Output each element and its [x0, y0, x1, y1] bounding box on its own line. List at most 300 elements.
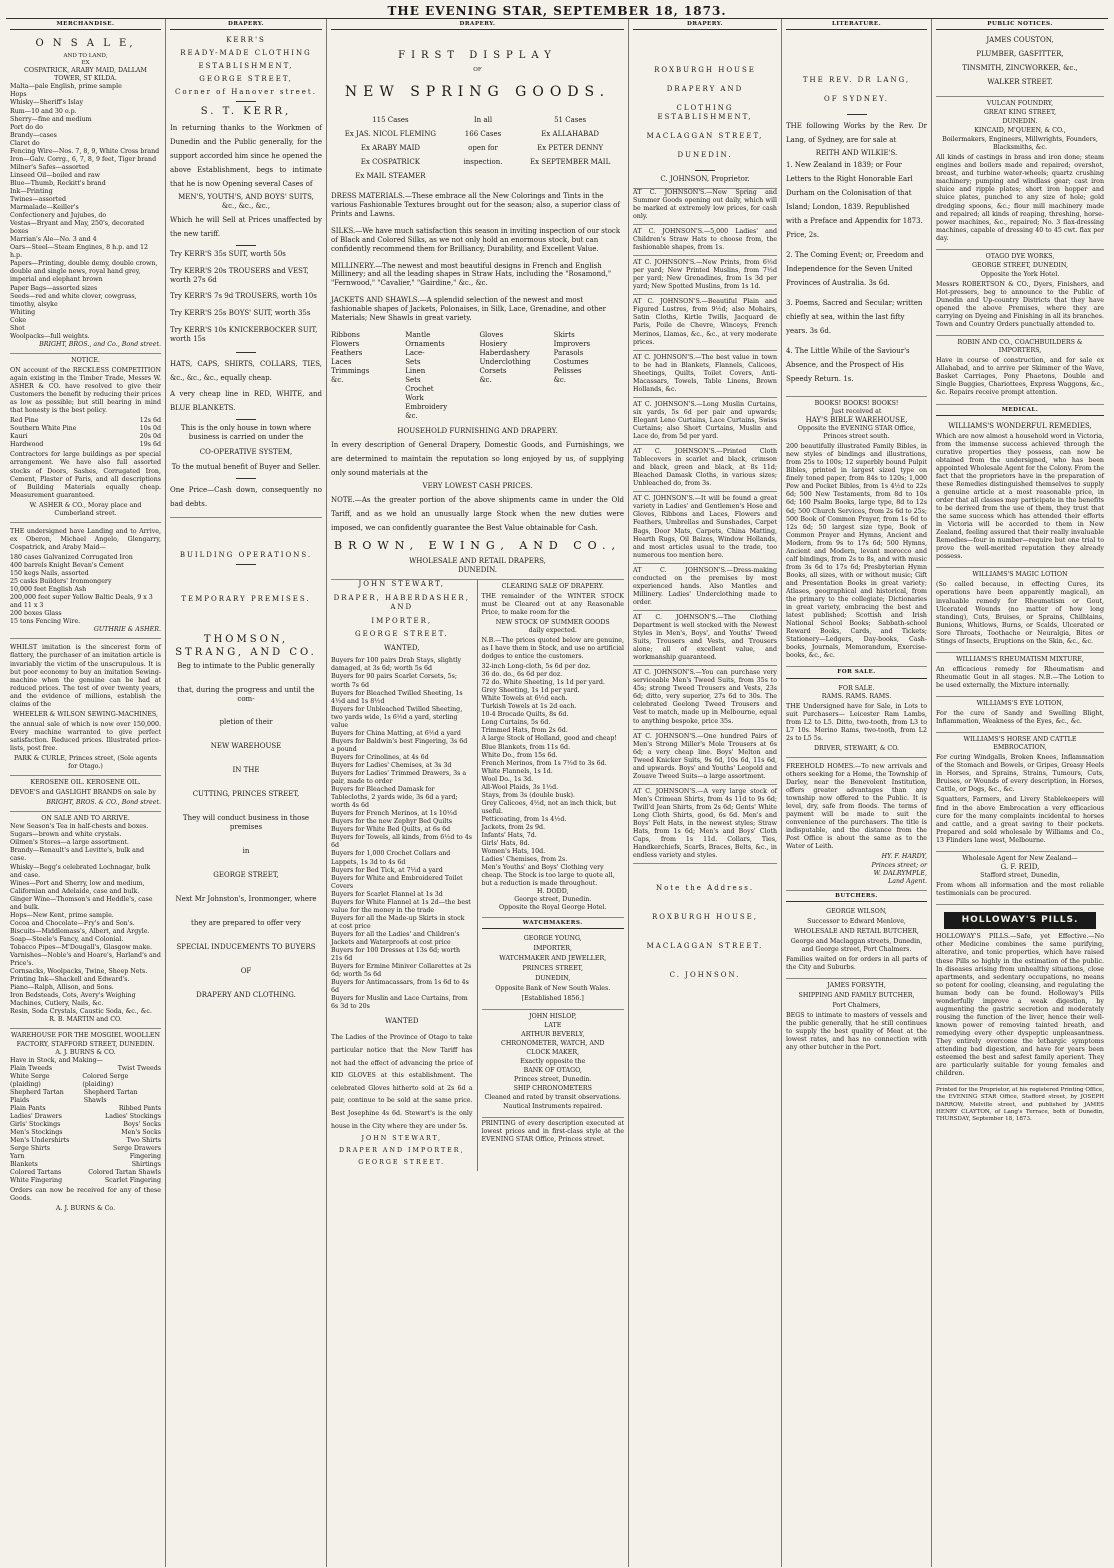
johnson-ads	[633, 189, 777, 864]
text-line: Long Curtains, 5s 6d.	[481, 719, 551, 727]
text-line: Buyers for 1,000 Crochet Collars and Lappets, 1s 3d to 4s 6d	[331, 850, 451, 866]
text-line: DUNEDIN.	[677, 150, 733, 159]
text-line: Corsets	[479, 367, 507, 376]
text-line: Buyers for White and Embroidered Toilet Covers	[331, 874, 463, 890]
ad-signature	[482, 888, 625, 912]
ad-title: WILLIAMS'S MAGIC LOTION	[972, 571, 1068, 579]
text-line: Improvers	[553, 340, 591, 349]
text-line: GEORGE STREET,	[199, 75, 293, 84]
item-list	[10, 823, 161, 1016]
ad-text: THE Undersigned have for Sale, in Lots to suit Purchasers— Leicester Ram Lambs, from L2 to L5. Ditto, two-tooth, from L3 to L7 10s. Merino Rams, two-tooth, from L2 2s to L5 5s.	[786, 702, 927, 742]
text-line: WHOLESALE AND RETAIL BUTCHER,	[794, 927, 919, 935]
table-cell: Kauri	[10, 433, 28, 441]
text-line: WATCHMAKER AND JEWELLER,	[499, 954, 607, 962]
ad-text: the annual sale of which is now over 150,000. Every machine warranted to give perfect satisfaction. Reduced prices. Illustrated price-lists, post free.	[10, 720, 161, 752]
text-line: AT C. JOHNSON'S.—New Spring and Summer Goods opening out daily, which will be marked at extremely low prices, for cash only.	[633, 189, 777, 225]
ad-text: All kinds of castings in brass and iron done; steam engines and boilers made and repaired; overshot, breast, and turbine water-wheels; quartz crushing machinery; pumping and windlass gear; cast iron sluice and ripple plates; short iron hopper and sluice plates, punched to any size of hole; gold dredging spoons, &c.; flour mill machinery made and repaired; all kinds of reaping, threshing, horse-power machines, &c., repaired; No. 3 flax-dressing machines, capable of dressing 40 to 45 cwt. flax per day.	[936, 154, 1104, 242]
text-line: IMPORTER,	[533, 944, 572, 952]
table-row	[10, 1113, 161, 1121]
text-line: GEORGE STREET, DUNEDIN,	[972, 261, 1068, 269]
text-line: Infants' Hats, 7d.	[481, 832, 537, 840]
text-line: Fencing Wire—Nos. 7, 8, 9, White Cross brand	[10, 147, 160, 155]
ad-heading: HOUSEHOLD FURNISHING AND DRAPERY.	[397, 426, 558, 435]
text-line: Biscuits—Middlemass's, Albert, and Argyle.	[10, 927, 150, 935]
table-cell: Yarn	[10, 1153, 25, 1161]
table-row	[10, 1145, 161, 1153]
column-drapery-main	[327, 19, 629, 1567]
ad-text: From whom all information and the most reliable testimonials can be procured.	[936, 881, 1104, 897]
ad-text: Contractors for large buildings as per special arrangement. We have also full assorted stocks of Doors, Sashes, Corrugated Iron, Cement, Plaster of Paris, and all descriptions of Building Materials equally cheap. Measurement guaranteed.	[10, 451, 161, 499]
goods-grid	[331, 331, 624, 421]
ad-roxburgh-house	[633, 33, 777, 189]
column-literature	[782, 19, 932, 1567]
text-line: Buyers for Bleached Damask for Tablecloths, 2 yards wide, 3s 6d a yard; worth 4s 6d	[331, 786, 458, 810]
text-line: Successor to Edward Menlove,	[807, 917, 906, 925]
printer-imprint: Printed for the Proprietor, at his registered Printing Office, the EVENING STAR Office, Stafford street, by JOSEPH DARROW, Melville street, and published by JAMES HENRY CLAYTON, of Lang's Terrace, both of Dunedin, THURSDAY, September 18, 1873.	[936, 1087, 1104, 1122]
ad-title: WILLIAMS'S RHEUMATISM MIXTURE,	[956, 655, 1084, 663]
text-line: DRAPERY AND	[666, 85, 744, 94]
text-line: GEORGE STREET.	[358, 1159, 446, 1167]
text-line: Lace-Sets	[405, 349, 425, 367]
text-line: Ex COSPATRICK	[360, 157, 420, 166]
text-line: Linen Sets	[405, 367, 426, 384]
ad-title: NEW SPRING GOODS.	[344, 84, 611, 101]
text-line: Coke	[10, 316, 27, 324]
text-line: Woolpacks—full weights.	[10, 332, 90, 340]
text-line: GEORGE STREET,	[213, 871, 279, 880]
table-cell: Two Shirts	[126, 1137, 161, 1145]
table-cell: Plain Pants	[10, 1104, 46, 1112]
text-line: 3. Poems, Sacred and Secular; written chiefly at sea, within the last fifty years. 3s 6d.	[786, 299, 923, 336]
text-line: Ex ARABY MAID	[360, 143, 420, 152]
ad-proprietor: C. JOHNSON, Proprietor.	[660, 174, 750, 183]
text-line: Ex ALLAHABAD	[541, 129, 599, 138]
ad-john-hislop	[482, 1010, 625, 1118]
table-cell: Scarlet Fingering	[104, 1177, 161, 1185]
column-merchandise	[6, 19, 166, 1567]
text-line: Crochet Work	[405, 384, 434, 402]
text-line: OTAGO DYE WORKS,	[985, 252, 1055, 260]
separator	[236, 101, 256, 102]
text-line: Turkish Towels at 1s 2d each.	[481, 703, 577, 711]
text-line: Marmalade—Keiller's	[10, 204, 79, 212]
ad-text: (So called because, in effecting Cures, its operations have been apparently magical), an invaluable remedy for Rheumatism or Gout, Ulcerated Wounds (no matter of how long standing), Cuts, Bruises, or Sprains, Chilblains, Bunions, Whitlows, Burns, or Scalds, Ulcerated or Sore Throats, Toothache or Neuralgia, Bites or Stings of Insects, Eruptions on the Skin, &c., &c.	[936, 581, 1104, 645]
ad-reid-agent	[936, 852, 1104, 905]
separator	[236, 564, 256, 565]
text-line: Malta—pale English, prime sample	[10, 83, 122, 91]
table-cell: Colored Tartans	[10, 1169, 62, 1177]
separator	[236, 352, 256, 353]
ad-town: DUNEDIN.	[457, 565, 498, 574]
separator	[236, 245, 256, 246]
text-line: Buyers for Ladies' Trimmed Drawers, 3s a pair, made to order	[331, 770, 467, 786]
text-line: OF SYDNEY.	[823, 95, 890, 104]
table-cell: Shepherd Tartan Shawls	[83, 1088, 138, 1104]
ad-john-stewart	[331, 580, 478, 1172]
table-row	[10, 425, 161, 433]
text-line: Twines—assorted	[10, 196, 66, 204]
text-line: SHIP CHRONOMETERS	[513, 1085, 592, 1093]
column-drapery-kerr	[166, 19, 327, 1567]
text-line: They will conduct business in those premises	[182, 814, 310, 832]
text-line: &c.	[553, 375, 567, 384]
ad-lines	[170, 662, 322, 1000]
text-line: Ex JAS. NICOL FLEMING	[344, 129, 437, 138]
ad-printing: PRINTING of every description executed at lowest prices and in first-class style at the EVENING STAR Office, Princes street.	[481, 1119, 624, 1143]
table-cell: Men's Undershirts	[10, 1137, 70, 1145]
text-line: BANK OF OTAGO,	[523, 1067, 582, 1075]
text-line: Seeds—red and white clover, cowgrass, timothy, alsyke	[10, 292, 137, 308]
ad-text: A very cheap line in RED, WHITE, and BLUE BLANKETS.	[170, 390, 322, 413]
ad-signature: PARK & CURLE, Princes street, (Sole agents for Otago.)	[13, 755, 158, 771]
text-line: Women's Hats, 10d.	[481, 848, 546, 856]
text-line: Grey Sheeting, 1s 1d per yard.	[481, 687, 580, 695]
text-line: DUNEDIN,	[535, 974, 571, 982]
text-line: SHIPPING AND FAMILY BUTCHER,	[798, 992, 915, 1000]
goods-col	[554, 331, 624, 421]
ad-rheumatism-mixture	[936, 653, 1104, 697]
text-line: Buyers for 100 pairs Drab Stays, slightly damaged, at 3s 6d; worth 5s 6d	[331, 657, 462, 673]
ad-robin	[936, 336, 1104, 404]
text-line: 400 barrels Knight Bevan's Cement	[10, 561, 124, 569]
ad-text: BEGS to intimate to masters of vessels and the public generally, that he still continues to supply the best quality of Meat at the lowest rates, and has no connection with any other butcher in the Port.	[786, 1012, 927, 1052]
text-line: Buyers for Towels, all kinds, from 6½d to 4s 6d	[331, 834, 472, 850]
ad-text: Families waited on for orders in all parts of the City and Suburbs.	[786, 956, 927, 972]
ad-title: WAREHOUSE FOR THE MOSGIEL WOOLLEN FACTORY, STAFFORD STREET, DUNEDIN.	[11, 1032, 160, 1048]
text-line: AT C. JOHNSON'S.—Long Muslin Curtains, six yards, 5s 6d per pair and upwards; Elegant Leno Curtains, Lace Curtains, Swiss Curtains; also Short Curtains, Muslin and Lace do, from 5d per yard.	[633, 401, 777, 445]
ad-on-sale	[10, 33, 161, 354]
lower-section	[331, 580, 624, 1172]
column-heading: MERCHANDISE.	[10, 19, 161, 30]
ad-couston	[936, 33, 1104, 97]
ad-subtitle: AND TO LAND,	[63, 52, 108, 59]
table-cell: Fingering	[129, 1153, 161, 1161]
text-line: Costumes	[553, 358, 589, 367]
ad-text: Have in course of construction, and for sale ex Allahabad, and to arrive per Skimmer of the Wave, Basket Carriages, Pony Phaetons, Double and Single Buggies, Chariottees, Express Waggons, &c., &c. Repairs receive prompt attention.	[936, 357, 1104, 397]
text-line: SPECIAL INDUCEMENTS TO BUYERS	[176, 943, 316, 951]
text-line: 200 boxes Glass	[10, 610, 62, 618]
text-line: &c.	[479, 375, 492, 384]
goods-table	[10, 1065, 161, 1186]
text-line: Buyers for 90 pairs Scarlet Corsets, 5s; worth 7s 6d	[331, 673, 457, 689]
ad-goods: MEN'S, YOUTH'S, AND BOYS' SUITS, &c., &c., &c.,	[178, 192, 314, 210]
text-line: &c.	[405, 411, 418, 420]
text-line: 115 Cases	[372, 116, 409, 125]
right-subcolumn	[478, 580, 625, 1172]
text-line: CO-OPERATIVE SYSTEM,	[199, 448, 293, 457]
text-line: In all	[473, 116, 493, 125]
ad-title: BUILDING OPERATIONS.	[179, 551, 313, 560]
ad-text: HOLLOWAY'S PILLS.—Safe, yet Effective.—No other Medicine combines the same purifying, alterative, and tonic properties, which have raised these Pills so highly in the estimation of the public. In diseases arising from unhealthy situations, close apartments, and sedentary occupations, no means so potent for cooling, cleansing, and regulating the human body can be found. Holloway's Pills wonderfully improve a weak digestion, by augmenting the gastric secretion and moderately rousing the function of the liver, hence their well-known power of removing tainted breath, and remedying every other dyspeptic unpleasantness. They entirely overcome the lethargic symptoms attending bad digestion, and have for years been esteemed the best and safest family aperient. They are particularly suitable for young females and children.	[936, 933, 1104, 1078]
text-line: Feathers	[331, 349, 363, 358]
ad-heading: WANTED,	[384, 644, 420, 653]
ad-signature: A. J. BURNS & Co.	[55, 1205, 116, 1213]
text-line: Embroidery	[405, 402, 448, 411]
text-line: &c.	[331, 375, 344, 384]
text-line: Claret do	[10, 139, 40, 147]
text-line: New Season's Tea in half-chests and boxes.	[10, 823, 149, 831]
table-row	[10, 1177, 161, 1185]
ad-subtitle: Just received at	[831, 408, 882, 416]
text-line: Oars—Steel—Steam Engines, 8 h.p. and 12 h.p.	[10, 244, 149, 260]
text-line: VULCAN FOUNDRY,	[986, 99, 1054, 107]
text-line: 150 kegs Nails, assorted	[10, 570, 89, 578]
ad-title: O N S A L E,	[35, 38, 136, 50]
text-line: DUNEDIN.	[1002, 118, 1038, 126]
text-line: JOHN STEWART,	[361, 1135, 442, 1143]
ad-signature: DRIVER, STEWART, & CO.	[813, 744, 900, 752]
text-line: AT C. JOHNSON'S.—5,000 Ladies' and Children's Straw Hats to choose from, the fashionable shapes, from 1s.	[633, 228, 777, 256]
text-line: Paper Bags—assorted sizes	[10, 284, 98, 292]
text-line: Vestas—Bryant and May, 250's, decorated boxes	[10, 220, 145, 236]
text-line: Ex SEPTEMBER MAIL	[529, 157, 611, 166]
ad-subtitle: WHOLESALE AND RETAIL DRAPERS,	[409, 556, 546, 565]
ad-signature	[786, 853, 927, 885]
column-heading: DRAPERY.	[170, 19, 322, 30]
ad-burns	[10, 1029, 161, 1217]
text-line: DRESS MATERIALS.—These embrace all the New Colorings and Tints in the various Fashionable Textures brought out for the season; also, a superior class of Prints and Lawns.	[331, 191, 620, 218]
table-cell: Red Pine	[10, 417, 39, 425]
text-line: Linseed Oil—boiled and raw	[10, 171, 101, 179]
separator	[236, 419, 256, 420]
text-line: Parasols	[553, 349, 584, 358]
text-line: To the mutual benefit of Buyer and Seller.	[171, 463, 321, 472]
goods-col	[331, 331, 401, 421]
text-line: JAMES COUSTON,	[986, 36, 1054, 45]
text-line: Buyers for Bleached Twilled Sheeting, 1s 4½d and 1s 8½d	[331, 689, 463, 705]
ad-signature: GUTHRIE & ASHER.	[93, 626, 161, 634]
text-line: ROXBURGH HOUSE,	[652, 913, 758, 922]
ad-james-forsyth	[786, 979, 927, 1058]
text-line: Buyers for 100 Dresses at 13s 6d; worth 21s 6d	[331, 947, 461, 963]
masthead: THE EVENING STAR, SEPTEMBER 18, 1873.	[6, 4, 1108, 19]
ad-kerosene	[10, 776, 161, 812]
text-line: GEORGE STREET.	[355, 630, 449, 639]
text-line: Princes street; or	[871, 861, 927, 869]
table-cell: 10s 0d	[139, 425, 161, 433]
text-line: Ink—Printing	[10, 187, 53, 195]
table-cell: White Fingering	[10, 1177, 63, 1185]
table-cell: 12s 6d	[139, 417, 161, 425]
table-cell: Serge Shirts	[10, 1145, 50, 1153]
shipment-left	[345, 116, 436, 186]
table-row	[10, 417, 161, 425]
text-line: Resin, Soda Crystals, Caustic Soda, &c., &c.	[10, 1008, 152, 1016]
text-line: Petticoating, from 1s 4½d.	[481, 815, 567, 823]
ad-text: NOTE.—As the greater portion of the above shipments came in under the Old Tariff, and as we hold an unusually large Stock when the new duties were imposed, we can confidently guarantee the Best Value obtainable for Cash.	[331, 495, 624, 532]
text-line: JOHN STEWART,	[358, 579, 445, 588]
item-list	[331, 657, 473, 1011]
column-public-notices	[932, 19, 1108, 1567]
text-line: All-Wool Plaids, 3s 1½d.	[481, 783, 559, 791]
text-line: Flowers	[331, 340, 360, 349]
ad-of: OF	[473, 66, 482, 73]
text-line: JOHN HISLOP,	[529, 1013, 577, 1020]
table-cell: Shirtings	[131, 1161, 161, 1169]
table-cell: Colored Tartan Shawls	[88, 1169, 161, 1177]
section-heading: MEDICAL.	[936, 405, 1104, 416]
separator	[236, 478, 256, 479]
text-line: PRINCES STREET,	[522, 964, 583, 972]
section-heading: BUTCHERS.	[786, 891, 927, 902]
ad-title: BOOKS! BOOKS! BOOKS!	[814, 400, 899, 408]
text-line: DRAPER, HABERDASHER, AND	[333, 593, 470, 611]
separator	[847, 114, 867, 115]
text-line: Wines—Port and Sherry, low and medium, Californian and Adelaide, case and bulk.	[10, 879, 145, 895]
table-cell: Blankets	[10, 1161, 38, 1169]
text-line: Buyers for Ermine Miniver Collarettes at 2s 6d; worth 5s 6d	[331, 963, 472, 979]
ad-text: In every description of General Drapery, Domestic Goods, and Furnishings, we are determined to maintain the reputation so long enjoyed by us, of supplying only sound materials at the	[331, 440, 624, 477]
text-line: Port Chalmers,	[832, 1002, 881, 1010]
text-line: Buyers for Ladies' Chemises, at 3s 3d	[331, 761, 452, 769]
text-line: MACLAGGAN STREET,	[646, 131, 764, 140]
text-line: Buyers for White Flannel at 1s 2d—the best value for the money in the trade	[331, 898, 471, 914]
table-row	[10, 1121, 161, 1129]
text-line: CUTTING, PRINCES STREET,	[192, 790, 300, 799]
text-line: Hosiery	[479, 340, 508, 349]
ad-martin	[10, 812, 161, 1029]
text-line: Buyers for China Matting, at 6½d a yard	[331, 729, 461, 737]
text-line: 10,000 feet English Ash	[10, 586, 87, 594]
table-row	[10, 1073, 161, 1089]
text-line: Milner's Safes—assorted	[10, 163, 90, 171]
ad-heading: G. F. REID,	[1000, 862, 1040, 871]
column-heading: PUBLIC NOTICES.	[936, 19, 1104, 30]
text-line: Cleaned and rated by transit observations.	[484, 1094, 621, 1102]
text-line: CLOCK MAKER,	[526, 1049, 580, 1057]
text-line: Ladies' Chemises, from 2s.	[481, 856, 568, 864]
text-line: Buyers for Muslin and Lace Curtains, from 6s 3d to 20s	[331, 995, 468, 1011]
ad-heading: REITH AND WILKIE'S.	[815, 149, 898, 158]
ad-signature: W. ASHER & CO., Moray place and Cumberland street.	[29, 501, 142, 517]
ad-title: WILLIAMS'S WONDERFUL REMEDIES,	[948, 421, 1092, 430]
text-line: Ginger Wine—Thomson's and Heddle's, case and bulk.	[10, 895, 153, 911]
table-row	[10, 1065, 161, 1073]
text-line: Try KERR'S 7s 9d TROUSERS, worth 10s	[170, 292, 317, 301]
ad-signature: BRIGHT, BROS., and Co., Bond street.	[39, 340, 161, 348]
item-list	[482, 663, 625, 888]
text-line: Sugars—brown and white crystals.	[10, 831, 122, 839]
text-line: Shot	[10, 324, 25, 332]
ad-text: Messrs ROBERTSON & CO., Dyers, Finishers, and Hot-pressers, beg to announce to the Public of Dunedin and Up-country Districts that they have opened the above Premises, where they are carrying on Dyeing and Finishing in all its branches. Town and Country Orders punctually attended to.	[936, 280, 1104, 329]
ad-signature	[331, 1135, 473, 1167]
column-heading: LITERATURE.	[786, 19, 927, 30]
text-line: Princes street, Dunedin.	[513, 1076, 592, 1084]
ad-ex: EX	[81, 60, 90, 67]
ad-text: An efficacious remedy for Rheumatism and Rheumatic Gout in all stages. N.B.—The Lotion to be used externally, the Mixture internally.	[936, 665, 1104, 689]
text-line: Hops—New Kent, prime sample.	[10, 911, 114, 919]
ad-lines	[170, 36, 322, 97]
text-line: CLOTHING ESTABLISHMENT,	[657, 104, 753, 122]
text-line: JAMES FORSYTH,	[827, 982, 886, 990]
text-line: 32-inch Long-cloth, 5s 6d per doz.	[481, 663, 591, 671]
column-heading: DRAPERY.	[331, 19, 624, 30]
text-line: George and Maclaggan streets, Dunedin, and George street, Port Chalmers.	[790, 937, 923, 953]
text-line: Varnishes—Noble's and Hoare's, Harland's and Price's.	[10, 952, 161, 968]
table-cell: Serge Drawers	[113, 1145, 161, 1153]
ad-lines	[633, 66, 777, 160]
section-heading: WATCHMAKERS.	[482, 918, 625, 929]
text-line: DRAPER AND IMPORTER,	[338, 1147, 465, 1155]
shipment-total	[464, 116, 503, 186]
ad-heading: HAY'S BIBLE WAREHOUSE,	[805, 416, 908, 425]
table-cell: 20s 0d	[139, 433, 161, 441]
table-row	[10, 1089, 161, 1105]
table-cell: Ladies' Drawers	[10, 1112, 62, 1120]
ad-title: TEMPORARY PREMISES.	[181, 595, 311, 604]
ad-ships: COSPATRICK, ARABY MAID, DALLAM TOWER, ST KILDA.	[24, 67, 147, 83]
ad-lines	[786, 982, 927, 1010]
ad-text: HATS, CAPS, SHIRTS, COLLARS, TIES, &c., &c., &c., equally cheap.	[170, 360, 322, 383]
text-line: Buyers for Unbleached Twilled Sheeting, two yards wide, 1s 6½d a yard, sterling value	[331, 705, 463, 729]
text-line: Buyers for French Merinos, at 1s 10½d	[331, 810, 458, 818]
ad-text: N.B.—The prices quoted below are genuine, as I have them in Stock, and use no artificial dodges to entice the customers.	[481, 636, 624, 661]
table-row	[10, 1153, 161, 1161]
ad-williams-remedies	[936, 419, 1104, 569]
ad-text: For curing Windgalls, Broken Knees, Inflammation of the Stomach and Bowels, or Gripes, Greasy Heels in Horses, and Sprains, Strains, Tumours, Cuts, Bruises, or Wounds of every description, in Horses, Cattle, or Dogs, &c., &c.	[936, 754, 1104, 794]
ad-text: Which are now almost a household word in Victoria, from the immense success achieved through the curative properties they possess, can now be obtained from the undersigned, who has been appointed Wholesale Agent for the Colony. From the fact that the proprietors have in the preparation of these Remedies distinguished themselves to supply a genuine article at a most reasonable price, in order that all classes may participate in the benefits to be derived from the use of them, they trust that the same success which has attended their efforts in Victoria will be accorded to them in New Zealand, feeling assured that their really invaluable Remedies—four in number—require but one trial to prove the well-merited reputation they already possess.	[936, 432, 1104, 561]
text-line: 200,000 feet super Yellow Baltic Deals, 9 x 3 and 11 x 3	[10, 594, 153, 610]
shipment-right	[530, 116, 610, 186]
text-line: 15 tons Fencing Wire.	[10, 618, 81, 626]
ad-vulcan-foundry	[936, 97, 1104, 250]
text-line: Rum—10 and 30 o.p.	[10, 107, 77, 115]
ad-text: Orders can now be received for any of these Goods.	[10, 1187, 161, 1203]
text-line: Buyers for all the Ladies' and Children's Jackets and Waterproofs at cost price	[331, 930, 460, 946]
table-cell: Plain Tweeds	[10, 1064, 53, 1072]
ad-heading: WANTED	[385, 1017, 419, 1026]
text-line: Ex PETER DENNY	[537, 143, 604, 152]
text-line: Soap—Steele's Fancy, and Colonial.	[10, 935, 124, 943]
text-line: 25 casks Builders' Ironmongery	[10, 578, 112, 586]
ad-kerr	[170, 33, 322, 518]
ad-heading: S. T. KERR,	[200, 105, 292, 117]
text-line: MACLAGGAN STREET.	[646, 942, 764, 951]
text-line: 4. The Little While of the Saviour's Absence, and the Prospect of His Speedy Return. 1s.	[786, 347, 910, 384]
text-line: Laces	[331, 358, 352, 367]
text-line: This is the only house in town where business is carried on under the	[180, 424, 312, 442]
text-line: pletion of their	[219, 718, 273, 727]
price-list	[10, 417, 161, 449]
table-cell: Girls' Stockings	[10, 1120, 61, 1128]
text-line: Wool Do., 1s 3d.	[481, 775, 534, 783]
ad-lines	[170, 424, 322, 472]
ad-notice	[10, 354, 161, 523]
text-line: Buyers for Crinolines, at 4s 6d	[331, 753, 429, 761]
text-line: Boilermakers, Engineers, Millwrights, Founders, Blacksmiths, &c.	[942, 136, 1098, 152]
text-line: that, during the progress and until the com-	[177, 685, 315, 703]
ad-text: WHILST imitation is the sincerest form of flattery, the purchaser of an imitation article is invariably the victim of the unscrupulous. It is but poor economy to buy an imitation Sewing-machine when the genuine can be had at reduced prices. The test of over twenty years, and the evidence of millions, establish the claims of the	[10, 644, 161, 708]
table-cell: Twist Tweeds	[117, 1064, 161, 1072]
ad-address	[633, 884, 777, 980]
ad-title: Wholesale Agent for New Zealand—	[962, 854, 1078, 862]
text-line: NEW WAREHOUSE	[210, 742, 282, 751]
ad-wheeler-wilson	[10, 639, 161, 776]
text-line: 10-4 Brocade Quilts, 8s 6d.	[481, 711, 569, 719]
table-cell: Southern White Pine	[10, 425, 77, 433]
table-cell: Colored Serge (plaiding)	[82, 1072, 129, 1088]
text-line: Land Agent.	[888, 877, 927, 885]
text-line: Try KERR'S 25s BOYS' SUIT, worth 35s	[170, 309, 311, 318]
paragraph-list	[331, 192, 624, 323]
text-line: in	[242, 847, 250, 856]
text-line: Buyers for all the Made-up Skirts in stock at cost price	[331, 914, 465, 930]
text-line: W. DALRYMPLE,	[873, 869, 927, 877]
text-line: Marrian's Ale—No. 3 and 4	[10, 236, 97, 244]
text-line: Tobacco Pipes—M'Dougall's, Glasgow make.	[10, 944, 153, 951]
text-line: Sherry—fine and medium	[10, 115, 92, 123]
item-list	[10, 83, 161, 341]
